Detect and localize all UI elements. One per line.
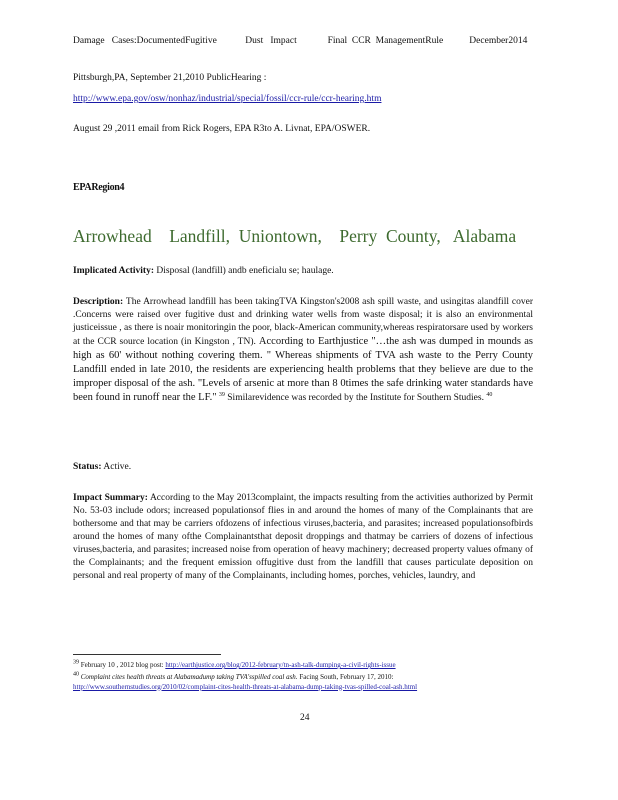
- footnote-40: [73, 673, 533, 692]
- footnote-40-number: 40: [73, 671, 79, 678]
- description-text-1: The Arrowhead landfill has been takingTVA Kingston's2008 ash spill waste, and usingitas alandfill cover .Concerns were raised over fugitive dust and drinking water wells from waste disposal; it is also an environmental justiceissue , as there is noair monitoringin the poor, black-American community,whereas respiratorsare used by workers at the CCR source location (in Kingston , TN).: [73, 297, 533, 347]
- footnote-39: [73, 661, 533, 671]
- region-heading: EPARegion4: [73, 182, 125, 193]
- page-number: 24: [300, 713, 310, 723]
- footnote-ref-40: 40: [486, 391, 493, 398]
- description-label: Description:: [73, 297, 124, 307]
- footnote-40-text: Complaint cites health threats at Alabamadump taking TVA'sspilled coal ash.: [80, 673, 298, 681]
- description-text-2: According to Earthjustice "…the ash was dumped in mounds as high as 60' without nothing covering them. " Whereas shipments of TVA ash waste to the Perry County Landfill ended in late 2010, the residents are experiencing health problems that they believe are due to the improper disposal of the ash. "Levels of arsenic at more than 8 0times the safe drinking water standards have been found in runoff near the LF.": [73, 336, 533, 403]
- running-header: Damage Cases:DocumentedFugitive Dust Impact Final CCR ManagementRule December2014: [73, 36, 528, 46]
- description-text-5: Similarevidence was recorded by the Institute for Southern Studies.: [227, 393, 484, 403]
- hearing-link[interactable]: [73, 93, 533, 106]
- footnote-40-link[interactable]: http://www.southernstudies.org/2010/02/complaint-cites-health-threats-at-alabama-dump-taking-tvas-spilled-coal-ash.html: [73, 682, 418, 691]
- footnote-40-source: Facing South, February 17, 2010:: [299, 673, 394, 681]
- site-title: Arrowhead Landfill, Uniontown, Perry County, Alabama: [73, 226, 517, 246]
- status-line: [73, 461, 533, 474]
- description-paragraph: [73, 296, 533, 405]
- implicated-label: Implicated Activity:: [73, 266, 155, 276]
- hearing-line: Pittsburgh,PA, September 21,2010 PublicHearing :: [73, 73, 267, 83]
- status-label: Status:: [73, 462, 102, 472]
- footnote-divider: [73, 654, 221, 655]
- impact-paragraph: [73, 492, 533, 583]
- footnote-39-number: 39: [73, 659, 79, 666]
- email-reference: August 29 ,2011 email from Rick Rogers, EPA R3to A. Livnat, EPA/OSWER.: [73, 124, 371, 134]
- footnote-39-text: February 10 , 2012 blog post:: [80, 661, 164, 669]
- footnote-ref-39: 39: [218, 391, 225, 398]
- impact-text: According to the May 2013complaint, the impacts resulting from the activities authorized by Permit No. 53-03 include odors; increased populationsof flies in and around the homes of many of the Complainants that are bothersome and that may be carriers ofdozens of infectious viruses,bacteria, and parasites; increased populationsofbirds around the homes of many ofthe Complainantsthat deposit droppings and thatmay be carriers of dozens of infectious viruses,bacteria, and parasites; increased noise from operation of heavy machinery; decreased property values ofmany of the Complainants; and the frequent emission offugitive dust from the landfill that causes particulate deposition on personal and real property of many of the Complainants, including homes, porches, vehicles, laundry, and: [73, 493, 533, 581]
- implicated-value: Disposal (landfill) andb eneficialu se; haulage.: [156, 266, 334, 276]
- status-value: Active.: [103, 462, 132, 472]
- impact-label: Impact Summary:: [73, 493, 148, 503]
- implicated-activity: [73, 265, 533, 278]
- footnote-39-link[interactable]: http://earthjustice.org/blog/2012-february/tn-ash-talk-dumping-a-civil-rights-issue: [165, 661, 396, 669]
- hearing-url[interactable]: http://www.epa.gov/osw/nonhaz/industrial/special/fossil/ccr-rule/ccr-hearing.htm: [73, 94, 382, 104]
